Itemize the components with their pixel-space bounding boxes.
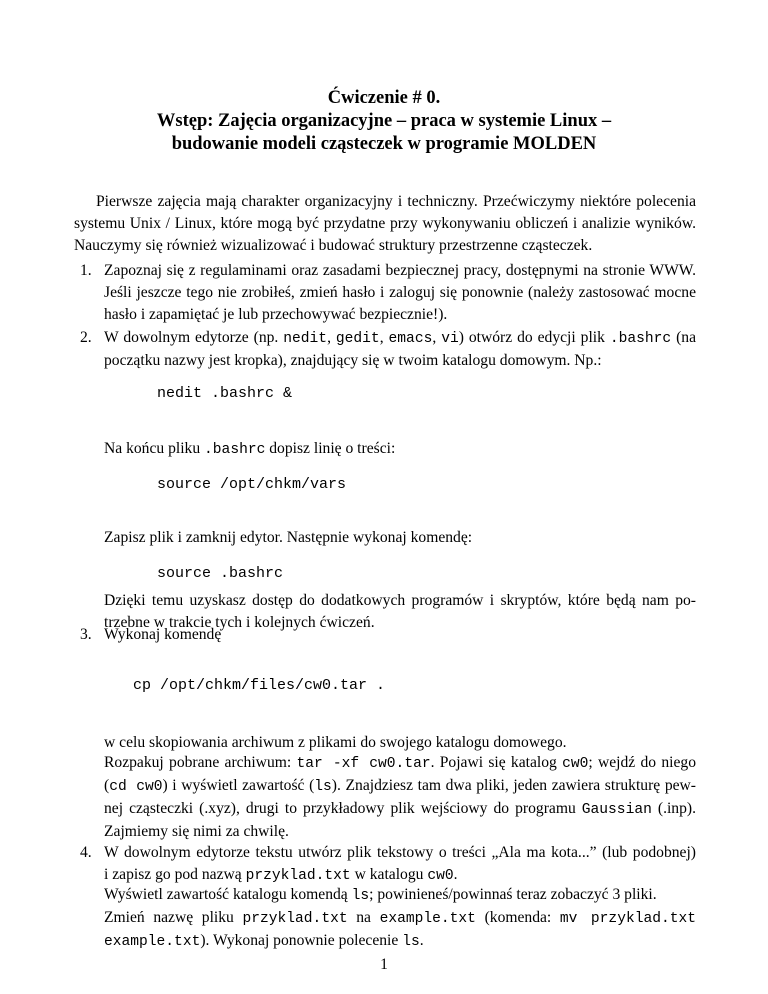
list-number: 1. [80,262,92,279]
page-title: Ćwiczenie # 0. [327,88,441,108]
page-number: 1 [380,956,388,973]
page-subtitle-line2: budowanie modeli cząsteczek w programie MOLDEN [171,134,597,154]
list-item: Zapoznaj się z regulaminami oraz zasadami bezpiecznej pracy, dostępnymi na stronie WWW. Jeśli jeszcze tego nie zrobiłeś, zmień hasło i zaloguj się ponownie (należy zastosować mocne hasło i zapamiętać je lub przechowywać bezpiecznie!). [104,262,696,323]
paragraph: W dowolnym edytorze tekstu utwórz plik tekstowy o treści „Ala ma kota...” (lub podobnej) i zapisz go pod nazwą przyklad.txt w katalogu cw0. [104,844,696,884]
code-block: source .bashrc [157,565,284,582]
page-subtitle-line1: Wstęp: Zajęcia organizacyjne – praca w systemie Linux – [156,111,612,131]
paragraph: Rozpakuj pobrane archiwum: tar -xf cw0.tar. Pojawi się katalog cw0; wejdź do niego (cd cw0) i wyświetl zawartość (ls). Znajdziesz tam dwa pliki, jeden zawiera strukturę pew- nej cząsteczki (.xyz), drugi to przykładowy plik wejściowy do programu Gaussian (.inp). Zajmiemy się nimi za chwilę. [104,754,697,840]
text-line: W dowolnym edytorze (np. nedit, gedit, emacs, vi) otwórz do edycji plik .bashrc (na [104,329,697,347]
list-number: 4. [80,844,92,861]
list-number: 3. [80,626,92,643]
code-block: source /opt/chkm/vars [157,476,347,493]
intro-paragraph: Pierwsze zajęcia mają charakter organizacyjny i techniczny. Przećwiczymy niektóre polecenia systemu Unix / Linux, które mogą być przydatne przy wykonywaniu obliczeń i analizie wyników. Nauczymy się również wizualizować i budować struktury przestrzenne cząsteczek. [74,193,696,254]
list-item: W dowolnym edytorze (np. nedit, gedit, emacs, vi) otwórz do edycji plik .bashrc (na początku nazwy jest kropka), znajdujący się w twoim katalogu domowym. Np.: [104,329,697,369]
paragraph: Dzięki temu uzyskasz dostęp do dodatkowych programów i skryptów, które będą nam po- trzebne w trakcie tych i kolejnych ćwiczeń. [104,592,696,631]
text-line: Wyświetl zawartość katalogu komendą ls; powinieneś/powinnaś teraz zobaczyć 3 pliki. [104,886,657,904]
code-block: cp /opt/chkm/files/cw0.tar . [133,677,386,694]
text-line: Zapisz plik i zamknij edytor. Następnie wykonaj komendę: [104,529,473,546]
list-number: 2. [80,329,92,346]
code-block: nedit .bashrc & [157,385,293,402]
paragraph: Zmień nazwę pliku przyklad.txt na example.txt (komenda: mv przyklad.txt example.txt). Wykonaj ponownie polecenie ls. [104,909,697,950]
text-line: Na końcu pliku .bashrc dopisz linię o treści: [104,440,396,458]
text-line: Wykonaj komendę [104,626,222,643]
text-line: w celu skopiowania archiwum z plikami do swojego katalogu domowego. [104,734,567,751]
